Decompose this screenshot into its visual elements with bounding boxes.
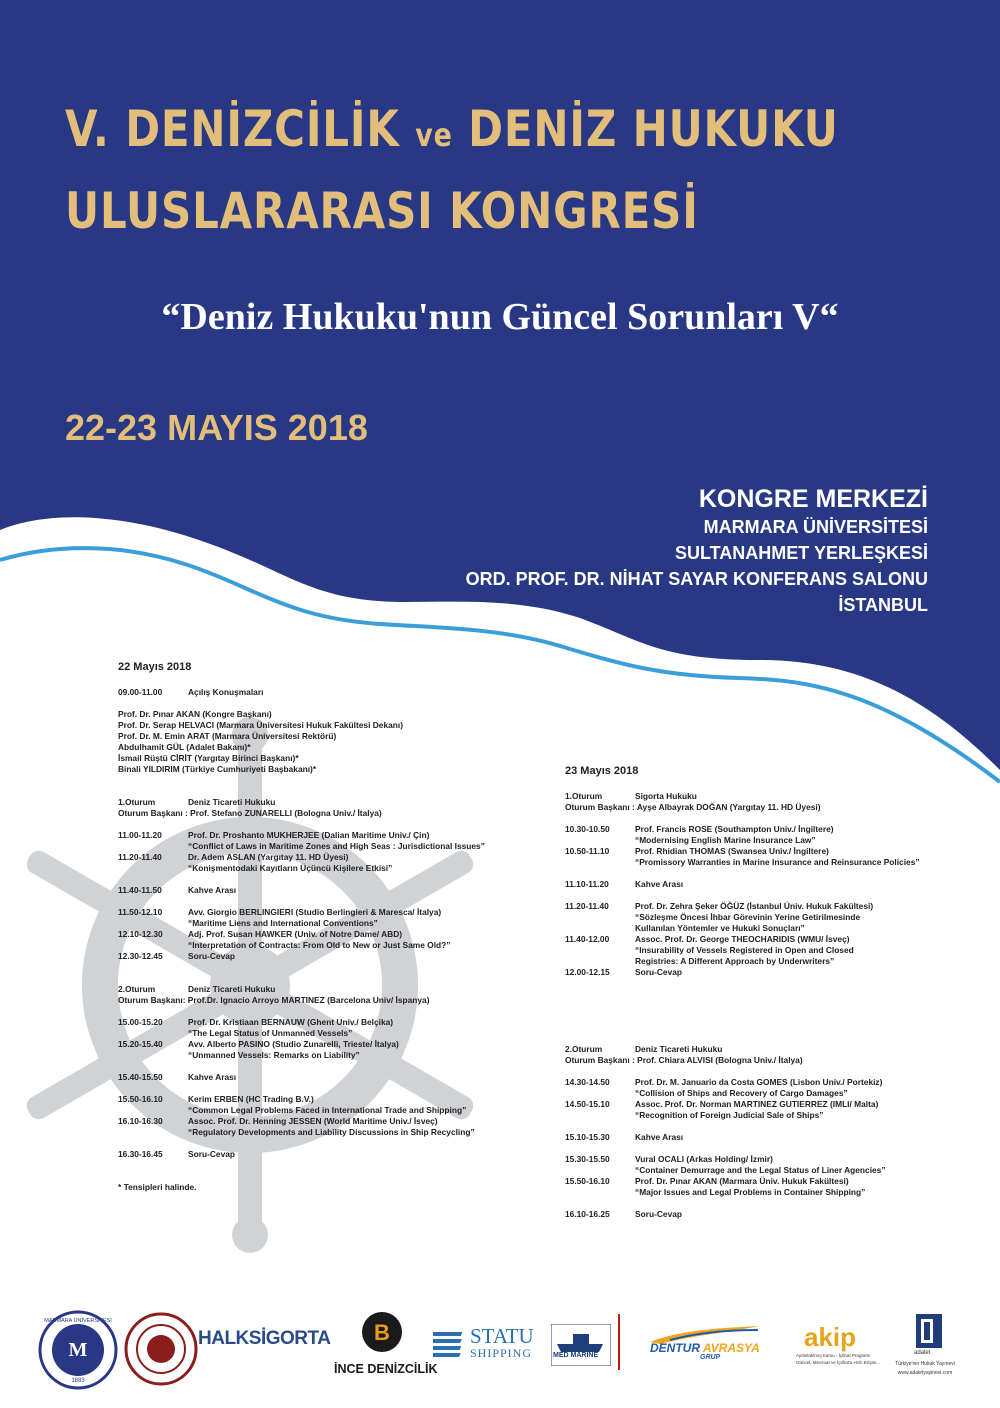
venue-block <box>466 484 928 618</box>
speaker: Prof. Dr. Proshanto MUKHERJEE (Dalian Maritime Univ./ Çin) <box>188 830 430 840</box>
adalet-sub-1: Türkiye'nin Hukuk Yayınevi <box>895 1361 955 1367</box>
title-line-2-text: ULUSLARARASI KONGRESİ <box>65 182 699 240</box>
grup-text: GRUP <box>700 1354 721 1361</box>
session-topic: Deniz Ticareti Hukuku <box>635 1044 723 1054</box>
qa: Soru-Cevap <box>188 951 236 961</box>
title-part-2: DENİZ HUKUKU <box>468 100 839 158</box>
programme-row <box>118 1039 485 1050</box>
event-date: 22-23 MAYIS 2018 <box>65 407 368 448</box>
talk-title: “The Legal Status of Unmanned Vessels” <box>188 1028 353 1038</box>
talk-title: Registries: A Different Approach by Underwriters” <box>635 956 835 966</box>
speaker: İsmail Rüştü CİRİT (Yargıtay Birinci Başkanı)* <box>118 753 299 763</box>
adalet-subtitle <box>880 1360 970 1378</box>
time: 15.10-15.30 <box>565 1132 610 1142</box>
time: 11.20-11.40 <box>118 852 162 862</box>
speaker: Vural OCALI (Arkas Holding/ İzmir) <box>635 1154 773 1164</box>
session-heading <box>565 791 920 802</box>
programme-row <box>565 1132 920 1143</box>
programme-row <box>118 1094 485 1105</box>
time: 15.00-15.20 <box>118 1017 163 1027</box>
speaker: Avv. Giorgio BERLINGIERI (Studio Berlingieri & Maresca/ İtalya) <box>188 907 442 917</box>
programme-row <box>565 1154 920 1165</box>
talk-title: “Collision of Ships and Recovery of Cargo Damages” <box>635 1088 848 1098</box>
speaker: Prof. Dr. Pınar AKAN (Marmara Üniv. Hukuk Fakültesi) <box>635 1176 849 1186</box>
session-topic: Deniz Ticareti Hukuku <box>188 984 276 994</box>
programme-row <box>118 885 485 896</box>
time: 15.50-16.10 <box>565 1176 610 1186</box>
marmara-university-logo <box>38 1310 118 1390</box>
session-chair: Oturum Başkanı: Prof.Dr. Ignacio Arroyo MARTINEZ (Barcelona Univ/ İspanya) <box>118 995 430 1005</box>
time: 12.00-12.15 <box>565 967 610 977</box>
session-number: 2.Oturum <box>565 1044 603 1054</box>
programme-row <box>118 929 485 940</box>
talk-title: “Modernising English Marine Insurance Law” <box>635 835 816 845</box>
med-marine-text: MED MARINE <box>553 1352 599 1359</box>
title-part-1: V. DENİZCİLİK <box>65 100 400 158</box>
akip-logo: akip <box>804 1322 857 1352</box>
day-title: 23 Mayıs 2018 <box>565 765 639 777</box>
programme-row <box>565 901 920 912</box>
talk-title: “Insurability of Vessels Registered in Open and Closed <box>635 945 854 955</box>
venue-line: SULTANAHMET YERLEŞKESİ <box>674 543 928 563</box>
talk-title: “Unmanned Vessels: Remarks on Liability” <box>188 1050 360 1060</box>
speaker: Prof. Dr. M. Januario da Costa GOMES (Lisbon Univ./ Portekiz) <box>635 1077 883 1087</box>
talk-title: Kullanılan Yöntemler ve Hukuki Sonuçları” <box>635 923 805 933</box>
session-heading <box>118 797 485 808</box>
programme-row <box>565 879 920 890</box>
time: 15.20-15.40 <box>118 1039 163 1049</box>
programme-row <box>565 934 920 945</box>
time: 16.30-16.45 <box>118 1149 163 1159</box>
title-line-2 <box>65 182 699 240</box>
time: 10.30-10.50 <box>565 824 610 834</box>
time: 14.50-15.10 <box>565 1099 610 1109</box>
adalet-text: adalet <box>914 1350 931 1356</box>
programme-row <box>565 1209 920 1220</box>
talk-title: “Konişmentodaki Kayıtların Üçüncü Kişilere Etkisi” <box>188 863 393 873</box>
session-number: 1.Oturum <box>565 791 603 801</box>
speaker: Prof. Rhidian THOMAS (Swansea Univ./ İngiltere) <box>635 846 829 856</box>
speaker: Abdulhamit GÜL (Adalet Bakanı)* <box>118 742 251 752</box>
time: 11.10-11.20 <box>565 879 609 889</box>
dentur-avrasya-text <box>650 1342 760 1361</box>
programme-row <box>565 846 920 857</box>
programme-row <box>565 1176 920 1187</box>
subtitle: “Deniz Hukuku'nun Güncel Sorunları V“ <box>161 296 839 338</box>
break: Kahve Arası <box>188 1072 237 1082</box>
programme-row <box>565 1077 920 1088</box>
talk-title: “Recognition of Foreign Judicial Sale of Ships” <box>635 1110 824 1120</box>
session-heading <box>565 1044 920 1055</box>
break: Kahve Arası <box>635 879 684 889</box>
ince-denizcilik-text: İNCE DENİZCİLİK <box>334 1362 438 1376</box>
speaker: Prof. Dr. Kristiaan BERNAUW (Ghent Univ./ Belçika) <box>188 1017 394 1027</box>
talk-title: “Interpretation of Contracts: From Old to New or Just Same Old?” <box>188 940 451 950</box>
time: 16.10-16.25 <box>565 1209 610 1219</box>
statu-text: STATU <box>470 1324 534 1348</box>
venue-line: ORD. PROF. DR. NİHAT SAYAR KONFERANS SALONU <box>465 569 928 589</box>
session-topic: Sigorta Hukuku <box>635 791 697 801</box>
speaker: Prof. Dr. M. Emin ARAT (Marmara Üniversitesi Rektörü) <box>118 731 337 741</box>
time: 09.00-11.00 <box>118 687 163 697</box>
qa: Soru-Cevap <box>635 967 683 977</box>
programme-row <box>565 967 920 978</box>
talk-title: “Promissory Warranties in Marine Insurance and Reinsurance Policies” <box>635 857 920 867</box>
programme-row <box>118 1149 485 1160</box>
speaker: Prof. Dr. Pınar AKAN (Kongre Başkanı) <box>118 709 272 719</box>
logo-divider <box>618 1314 620 1370</box>
programme-row <box>118 852 485 863</box>
programme-row <box>118 907 485 918</box>
court-seal-logo <box>124 1312 198 1386</box>
speaker: Binali YILDIRIM (Türkiye Cumhuriyeti Başbakanı)* <box>118 764 317 774</box>
programme-row <box>118 687 485 698</box>
time: 11.00-11.20 <box>118 830 162 840</box>
talk-title: “Sözleşme Öncesi İhbar Görevinin Yerine Getirilmesinde <box>635 912 861 922</box>
venue-line: İSTANBUL <box>838 595 928 615</box>
speaker: Prof. Dr. Serap HELVACI (Marmara Üniversitesi Hukuk Fakültesi Dekanı) <box>118 720 403 730</box>
talk-title: “Regulatory Developments and Liability Discussions in Ship Recycling” <box>188 1127 475 1137</box>
time: 12.30-12.45 <box>118 951 163 961</box>
sponsor-logos <box>0 1300 1000 1408</box>
svg-text:1883: 1883 <box>71 1378 85 1384</box>
programme-row <box>118 1072 485 1083</box>
footnote: * Tensipleri halinde. <box>118 1182 197 1192</box>
adalet-book-icon <box>916 1314 942 1348</box>
talk-title: “Conflict of Laws in Maritime Zones and High Seas : Jurisdictional Issues” <box>188 841 485 851</box>
time: 15.30-15.50 <box>565 1154 610 1164</box>
programme-row <box>565 824 920 835</box>
time: 14.30-14.50 <box>565 1077 610 1087</box>
programme-row <box>118 830 485 841</box>
talk-title: “Major Issues and Legal Problems in Container Shipping” <box>635 1187 866 1197</box>
programme-row <box>565 1099 920 1110</box>
avrasya-text: AVRASYA <box>702 1341 760 1355</box>
med-marine-logo <box>551 1324 611 1366</box>
time: 16.10-16.30 <box>118 1116 163 1126</box>
speaker: Assoc. Prof. Dr. Norman MARTINEZ GUTIERREZ (IMLI/ Malta) <box>635 1099 879 1109</box>
programme-day-1 <box>118 662 485 1193</box>
session-topic: Deniz Ticareti Hukuku <box>188 797 276 807</box>
qa: Soru-Cevap <box>188 1149 236 1159</box>
qa: Soru-Cevap <box>635 1209 683 1219</box>
talk-title: “Container Demurrage and the Legal Status of Liner Agencies” <box>635 1165 886 1175</box>
speaker: Kerim ERBEN (HC Trading B.V.) <box>188 1094 314 1104</box>
speaker: Assoc. Prof. Dr. George THEOCHARIDIS (WMU/ İsveç) <box>635 934 850 944</box>
akip-sub-1: Aydınlatılmış Kamu - İçtihat Programı <box>796 1353 871 1358</box>
time: 15.50-16.10 <box>118 1094 163 1104</box>
speaker: Adj. Prof. Susan HAWKER (Univ. of Notre Dame/ ABD) <box>188 929 403 939</box>
speaker: Prof. Francis ROSE (Southampton Univ./ İngiltere) <box>635 824 834 834</box>
talk-title: “Common Legal Problems Faced in International Trade and Shipping” <box>188 1105 467 1115</box>
ince-denizcilik-logo <box>352 1310 412 1354</box>
day-title: 22 Mayıs 2018 <box>118 661 192 673</box>
time: 10.50-11.10 <box>565 846 610 856</box>
time: 11.40-11.50 <box>118 885 162 895</box>
statu-shipping-icon <box>433 1330 469 1360</box>
akip-sub-2: Güncel, Mevzuat ve İçtihat'a Hızlı Erişim... <box>796 1360 881 1365</box>
svg-text:MARMARA ÜNİVERSİTESİ: MARMARA ÜNİVERSİTESİ <box>44 1318 112 1324</box>
time: 11.40-12.00 <box>565 934 610 944</box>
time: 11.20-11.40 <box>565 901 609 911</box>
speaker: Prof. Dr. Zehra Şeker ÖĞÜZ (İstanbul Üniv. Hukuk Fakültesi) <box>635 901 874 911</box>
programme-row <box>118 951 485 962</box>
session-number: 1.Oturum <box>118 797 156 807</box>
dentur-text: DENTUR <box>650 1341 700 1355</box>
shipping-text: SHIPPING <box>470 1346 533 1360</box>
programme-day-2 <box>565 766 920 1220</box>
session-number: 2.Oturum <box>118 984 156 994</box>
session-heading <box>118 984 485 995</box>
programme-row <box>118 1017 485 1028</box>
time: 12.10-12.30 <box>118 929 163 939</box>
session-chair: Oturum Başkanı : Prof. Chiara ALVISI (Bologna Univ./ İtalya) <box>565 1055 803 1065</box>
break: Kahve Arası <box>635 1132 684 1142</box>
svg-text:B: B <box>374 1320 390 1345</box>
adalet-sub-2: www.adaletyayinevi.com <box>897 1370 953 1376</box>
venue-title: KONGRE MERKEZİ <box>698 485 928 513</box>
session-chair: Oturum Başkanı : Prof. Stefano ZUNARELLI (Bologna Univ./ İtalya) <box>118 808 382 818</box>
time: 15.40-15.50 <box>118 1072 163 1082</box>
programme-row <box>118 1116 485 1127</box>
break: Kahve Arası <box>188 885 237 895</box>
speaker: Assoc. Prof. Dr. Henning JESSEN (World Maritime Univ./ İsveç) <box>188 1116 438 1126</box>
speaker: Dr. Adem ASLAN (Yargıtay 11. HD Üyesi) <box>188 852 349 862</box>
talk-title: “Maritime Liens and International Conventions” <box>188 918 378 928</box>
svg-text:M: M <box>68 1339 88 1361</box>
statu-shipping-text <box>470 1326 534 1359</box>
time: 11.50-12.10 <box>118 907 163 917</box>
speaker: Avv. Alberto PASINO (Studio Zunarelli, Trieste/ İtalya) <box>188 1039 399 1049</box>
akip-subtitle <box>796 1352 880 1366</box>
halk-sigorta-logo: HALKSİGORTA <box>198 1328 331 1349</box>
title-line-1 <box>65 100 839 158</box>
session-chair: Oturum Başkanı : Ayşe Albayrak DOĞAN (Yargıtay 11. HD Üyesi) <box>565 802 821 812</box>
item: Açılış Konuşmaları <box>188 687 264 697</box>
venue-line: MARMARA ÜNİVERSİTESİ <box>703 517 928 537</box>
title-ve: ve <box>415 116 453 154</box>
